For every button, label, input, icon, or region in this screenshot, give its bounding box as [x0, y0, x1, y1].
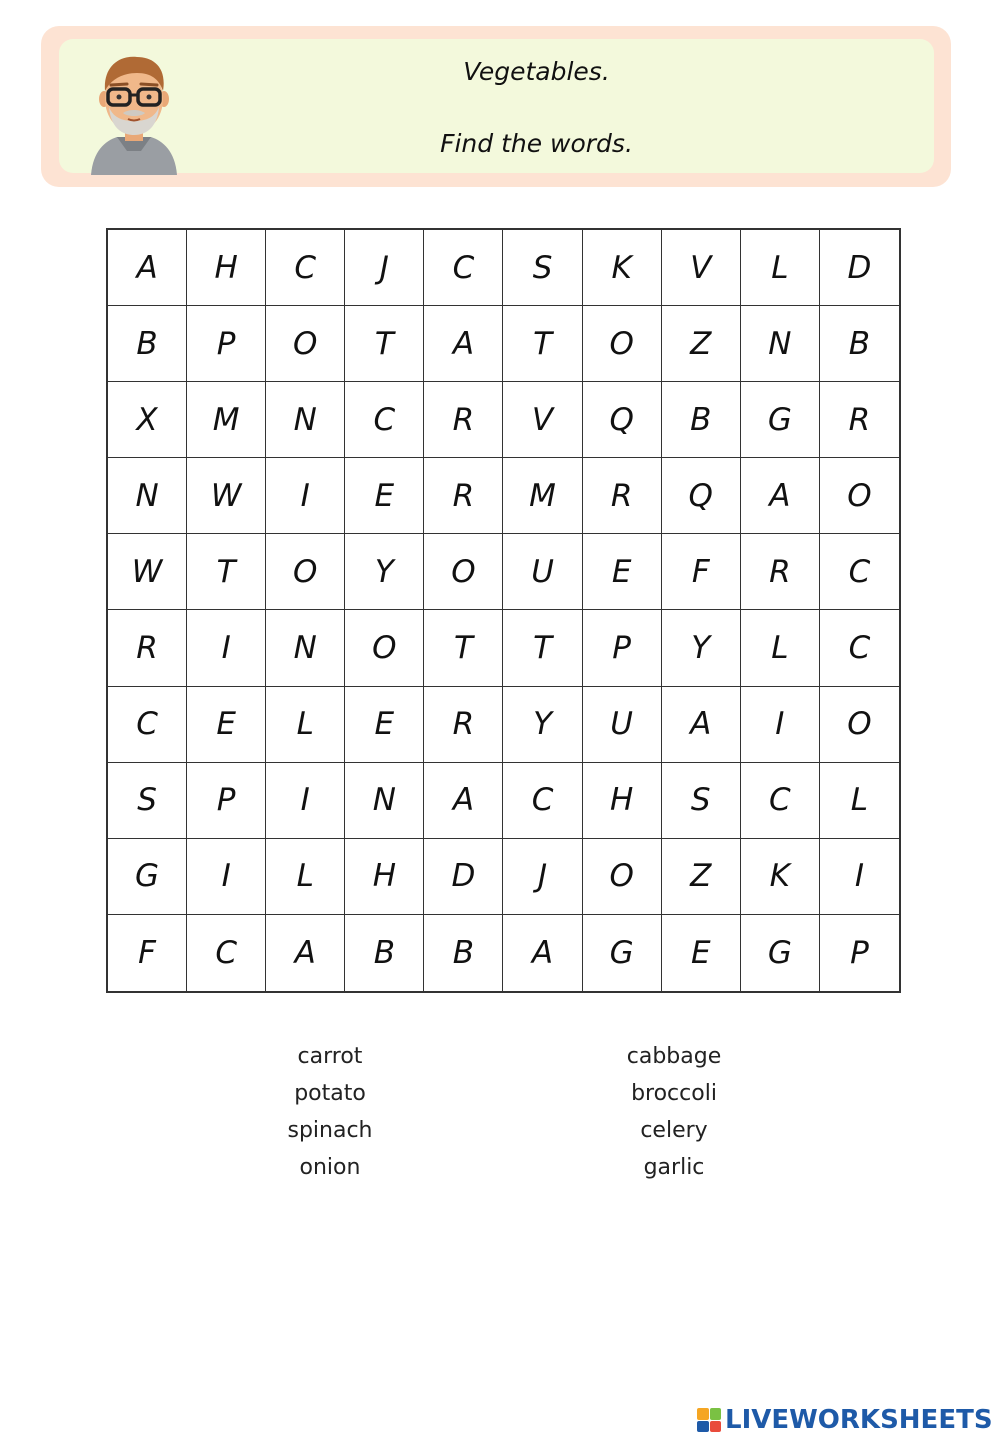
grid-cell[interactable]: T	[503, 610, 582, 686]
grid-cell[interactable]: S	[503, 230, 582, 306]
grid-cell[interactable]: A	[662, 687, 741, 763]
grid-cell[interactable]: C	[187, 915, 266, 991]
grid-cell[interactable]: B	[108, 306, 187, 382]
liveworksheets-logo[interactable]	[697, 1403, 993, 1437]
grid-cell[interactable]: A	[503, 915, 582, 991]
word-item: garlic	[643, 1155, 705, 1180]
grid-cell[interactable]: O	[424, 534, 503, 610]
grid-cell[interactable]: H	[583, 763, 662, 839]
word-list-left	[230, 1038, 430, 1186]
grid-cell[interactable]: A	[424, 306, 503, 382]
grid-cell[interactable]: R	[424, 382, 503, 458]
grid-cell[interactable]: C	[108, 687, 187, 763]
grid-cell[interactable]: E	[583, 534, 662, 610]
grid-cell[interactable]: R	[108, 610, 187, 686]
grid-cell[interactable]: G	[741, 382, 820, 458]
grid-cell[interactable]: B	[820, 306, 899, 382]
grid-cell[interactable]: R	[820, 382, 899, 458]
grid-cell[interactable]: C	[424, 230, 503, 306]
grid-cell[interactable]: A	[266, 915, 345, 991]
grid-cell[interactable]: C	[266, 230, 345, 306]
grid-cell[interactable]: G	[108, 839, 187, 915]
word-item: potato	[294, 1081, 366, 1106]
page-title: Vegetables.	[463, 57, 610, 86]
grid-cell[interactable]: V	[503, 382, 582, 458]
grid-cell[interactable]: H	[187, 230, 266, 306]
grid-cell[interactable]: Y	[662, 610, 741, 686]
grid-cell[interactable]: T	[187, 534, 266, 610]
grid-cell[interactable]: C	[820, 534, 899, 610]
grid-cell[interactable]: X	[108, 382, 187, 458]
word-item: broccoli	[631, 1081, 717, 1106]
grid-cell[interactable]: O	[583, 839, 662, 915]
word-item: spinach	[287, 1118, 373, 1143]
grid-cell[interactable]: G	[583, 915, 662, 991]
grid-cell[interactable]: N	[108, 458, 187, 534]
instruction-text: Find the words.	[440, 129, 633, 158]
grid-cell[interactable]: U	[503, 534, 582, 610]
grid-cell[interactable]: C	[741, 763, 820, 839]
grid-cell[interactable]: B	[662, 382, 741, 458]
grid-cell[interactable]: J	[503, 839, 582, 915]
grid-cell[interactable]: A	[108, 230, 187, 306]
grid-cell[interactable]: S	[108, 763, 187, 839]
logo-text: LIVEWORKSHEETS	[725, 1405, 993, 1435]
grid-cell[interactable]: I	[187, 610, 266, 686]
grid-cell[interactable]: B	[345, 915, 424, 991]
grid-cell[interactable]: Q	[662, 458, 741, 534]
grid-cell[interactable]: P	[850, 934, 869, 971]
grid-cell[interactable]: L	[820, 763, 899, 839]
grid-cell[interactable]: B	[424, 915, 503, 991]
grid-cell[interactable]: L	[266, 839, 345, 915]
grid-cell[interactable]: N	[345, 763, 424, 839]
word-search-grid	[106, 228, 901, 993]
grid-cell[interactable]: I	[266, 763, 345, 839]
grid-cell[interactable]: P	[187, 763, 266, 839]
header-banner-inner	[59, 39, 934, 173]
grid-cell[interactable]: Y	[503, 687, 582, 763]
word-item: carrot	[297, 1044, 363, 1069]
grid-cell[interactable]: A	[424, 763, 503, 839]
grid-cell[interactable]: M	[503, 458, 582, 534]
grid-cell[interactable]: H	[345, 839, 424, 915]
header-banner	[41, 26, 951, 187]
grid-cell[interactable]: E	[345, 687, 424, 763]
grid-cell[interactable]: T	[503, 306, 582, 382]
grid-cell[interactable]: Z	[662, 306, 741, 382]
grid-cell[interactable]: I	[266, 458, 345, 534]
grid-cell[interactable]: T	[424, 610, 503, 686]
grid-cell[interactable]: S	[662, 763, 741, 839]
grid-cell[interactable]: M	[187, 382, 266, 458]
grid-cell[interactable]: R	[583, 458, 662, 534]
grid-cell[interactable]: Z	[662, 839, 741, 915]
grid-cell[interactable]: K	[741, 839, 820, 915]
grid-cell[interactable]: C	[503, 763, 582, 839]
grid-cell[interactable]: N	[741, 306, 820, 382]
grid-cell[interactable]: N	[266, 382, 345, 458]
grid-cell[interactable]: L	[266, 687, 345, 763]
grid-cell[interactable]: F	[108, 915, 187, 991]
grid-cell[interactable]: G	[741, 915, 820, 991]
grid-cell[interactable]: P	[583, 610, 662, 686]
grid-cell[interactable]: W	[187, 458, 266, 534]
grid-cell[interactable]: N	[266, 610, 345, 686]
grid-cell[interactable]: F	[662, 534, 741, 610]
grid-cell[interactable]: T	[345, 306, 424, 382]
grid-cell[interactable]: C	[345, 382, 424, 458]
word-item: onion	[299, 1155, 361, 1180]
grid-cell[interactable]: Y	[345, 534, 424, 610]
grid-cell[interactable]: R	[424, 687, 503, 763]
grid-cell[interactable]: W	[108, 534, 187, 610]
grid-cell[interactable]: L	[741, 230, 820, 306]
grid-cell[interactable]: U	[583, 687, 662, 763]
logo-badge-icon	[697, 1408, 721, 1432]
grid-cell[interactable]: O	[820, 687, 899, 763]
grid-cell[interactable]: E	[345, 458, 424, 534]
grid-cell[interactable]: I	[820, 839, 899, 915]
grid-cell[interactable]: K	[583, 230, 662, 306]
word-item: celery	[640, 1118, 708, 1143]
grid-cell[interactable]: J	[345, 230, 424, 306]
grid-cell[interactable]: O	[583, 306, 662, 382]
grid-cell[interactable]: L	[741, 610, 820, 686]
grid-cell[interactable]: E	[187, 687, 266, 763]
grid-cell[interactable]: V	[662, 230, 741, 306]
grid-cell[interactable]: O	[345, 610, 424, 686]
grid-cell[interactable]: I	[187, 839, 266, 915]
grid-cell[interactable]: I	[741, 687, 820, 763]
word-item: cabbage	[626, 1044, 722, 1069]
grid-cell[interactable]: R	[741, 534, 820, 610]
grid-cell[interactable]: A	[741, 458, 820, 534]
grid-cell[interactable]: D	[424, 839, 503, 915]
grid-cell[interactable]: O	[266, 534, 345, 610]
grid-cell[interactable]: O	[266, 306, 345, 382]
grid-cell[interactable]: E	[662, 915, 741, 991]
grid-cell[interactable]: P	[187, 306, 266, 382]
grid-cell[interactable]: C	[820, 610, 899, 686]
grid-cell[interactable]: D	[820, 230, 899, 306]
word-list-right	[574, 1038, 774, 1186]
grid-cell[interactable]: Q	[583, 382, 662, 458]
grid-cell[interactable]: O	[820, 458, 899, 534]
grid-cell[interactable]: R	[424, 458, 503, 534]
